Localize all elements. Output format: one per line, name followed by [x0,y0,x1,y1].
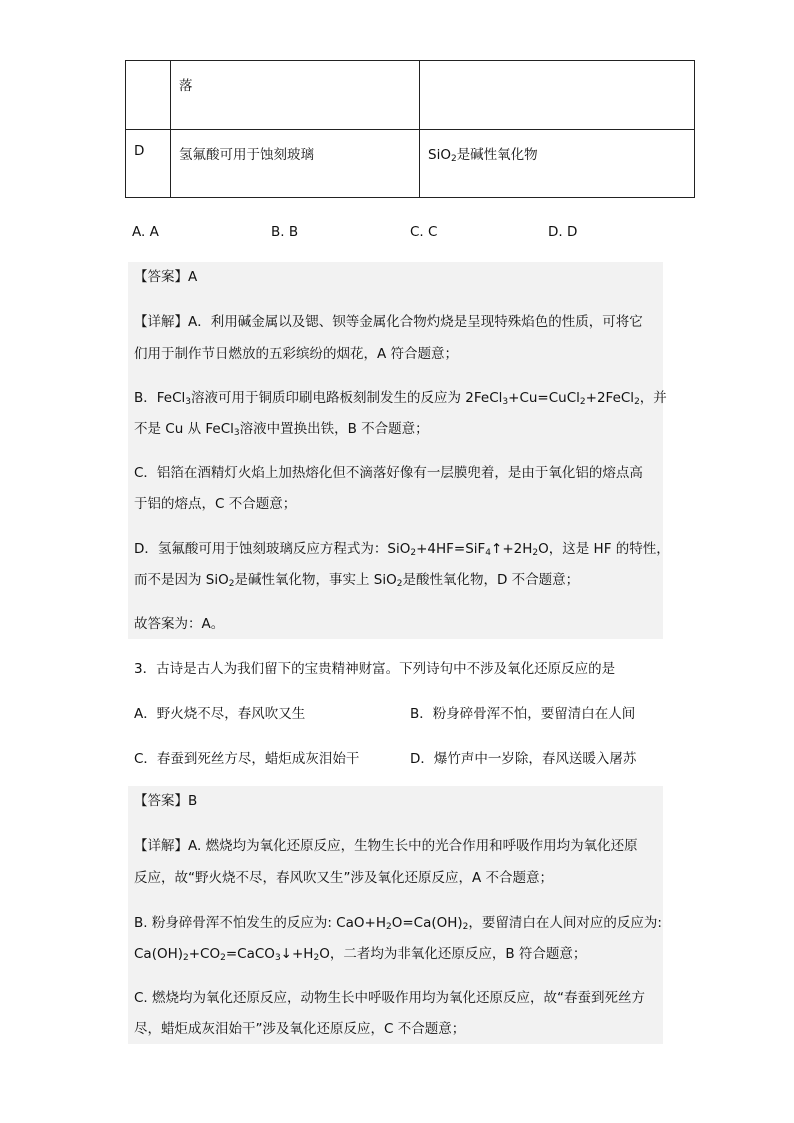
detail-line: 尽，蜡炬成灰泪始干”涉及氧化还原反应，C 不合题意； [134,1021,466,1037]
answer-label: 【答案】A [134,269,198,285]
table-row [126,61,695,130]
option-c: C. C [410,224,438,240]
detail-line: C. 燃烧均为氧化还原反应，动物生长中呼吸作用均为氧化还原反应，故“春蚕到死丝方 [134,990,646,1006]
option-a: A. A [132,224,159,240]
detail-line: 反应，故“野火烧不尽，春风吹又生”涉及氧化还原反应，A 不合题意； [134,870,554,886]
conclusion-line: 故答案为：A。 [134,616,225,632]
detail-line: C．铝箔在酒精灯火焰上加热熔化但不滴落好像有一层膜兜着，是由于氧化铝的熔点高 [134,465,643,481]
row-reason: SiO$_2$是碱性氧化物 [420,130,695,198]
option-d: D．爆竹声中一岁除，春风送暖入屠苏 [410,751,637,767]
table-row [126,130,695,198]
detail-line: B．FeCl$_3$溶液可用于铜质印刷电路板刻制发生的反应为 2FeCl$_3$+Cu=CuCl$_2$+2FeCl$_2$，并 [134,390,667,407]
q2-options [132,224,692,242]
detail-line: 而不是因为 SiO$_2$是碱性氧化物，事实上 SiO$_2$是酸性氧化物，D 不合题意； [134,572,580,589]
option-a: A．野火烧不尽，春风吹又生 [134,706,306,722]
row-reason [420,61,695,130]
detail-line: 于铝的熔点，C 不合题意； [134,496,297,512]
detail-line: 【详解】A. 燃烧均为氧化还原反应，生物生长中的光合作用和呼吸作用均为氧化还原 [134,838,638,854]
row-label [126,61,171,130]
detail-line: 【详解】A．利用碱金属以及锶、钡等金属化合物灼烧是呈现特殊焰色的性质，可将它 [134,314,643,330]
detail-line: D．氢氟酸可用于蚀刻玻璃反应方程式为：$SiO_2+4HF=SiF_4↑+2H_2O$，这是 HF 的特性， [134,541,670,558]
detail-line: 们用于制作节日燃放的五彩缤纷的烟花，A 符合题意； [134,346,459,362]
option-d: D. D [548,224,578,240]
option-b: B．粉身碎骨浑不怕，要留清白在人间 [410,706,636,722]
question-stem: 3．古诗是古人为我们留下的宝贵精神财富。下列诗句中不涉及氧化还原反应的是 [134,661,616,677]
options-table [125,60,695,198]
detail-line: $Ca(OH)_2+CO_2=CaCO_3↓+H_2O$，二者均为非氧化还原反应，B 符合题意； [134,946,587,963]
detail-line: 不是 Cu 从 FeCl$_3$溶液中置换出铁，B 不合题意； [134,421,429,438]
detail-line: B. 粉身碎骨浑不怕发生的反应为: $CaO+H_2O=Ca(OH)_2$，要留清白在人间对应的反应为: [134,915,662,932]
row-statement: 氢氟酸可用于蚀刻玻璃 [171,130,420,198]
option-b: B. B [271,224,299,240]
answer-label: 【答案】B [134,793,198,809]
row-statement: 落 [171,61,420,130]
option-c: C．春蚕到死丝方尽，蜡炬成灰泪始干 [134,751,360,767]
row-label: D [126,130,171,198]
